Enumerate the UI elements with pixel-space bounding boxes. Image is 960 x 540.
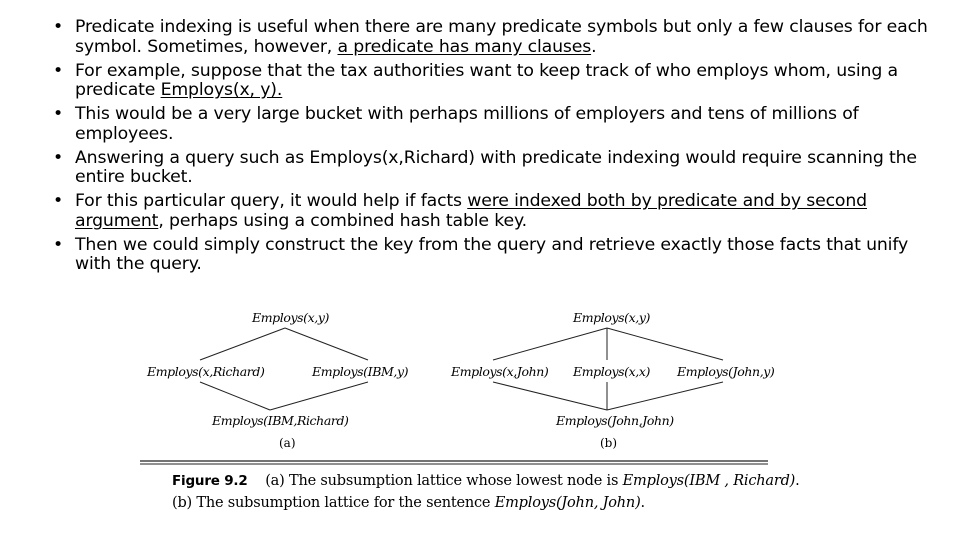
caption-line2-math: Employs(John, John) (494, 495, 641, 511)
underlined-text: were indexed both by predicate and by second argument (75, 191, 867, 231)
figure-label: Figure 9.2 (172, 473, 248, 489)
text-segment: For example, suppose that the tax authorities want to keep track of who employs whom, using a predicate (75, 60, 898, 100)
bullet-text (75, 104, 859, 144)
bullet-item (53, 149, 933, 188)
bullet-text (75, 17, 928, 57)
bullet-text (75, 61, 898, 101)
bullet-dot: • (53, 104, 64, 124)
bullet-item (53, 192, 933, 231)
edge-a-right-bottom (270, 382, 368, 410)
underlined-text: Employs(x, y). (160, 80, 283, 100)
bullet-item (53, 105, 933, 144)
figure-caption-line-2 (172, 495, 645, 511)
text-segment: , perhaps using a combined hash table key. (158, 210, 527, 231)
bullet-item (53, 236, 933, 275)
bullet-dot: • (53, 191, 64, 211)
bullet-text (75, 235, 908, 275)
underlined-text: a predicate has many clauses (337, 36, 592, 57)
caption-line1-math: Employs(IBM , Richard) (622, 473, 796, 489)
edge-b-top-right (607, 328, 723, 360)
bullet-dot: • (53, 60, 64, 81)
bullet-list (53, 18, 933, 279)
bullet-text (75, 191, 867, 231)
bullet-dot: • (53, 234, 64, 255)
edge-a-top-right (285, 328, 368, 360)
caption-line1-end: . (795, 473, 800, 489)
edge-b-top-left (493, 328, 607, 360)
bullet-item (53, 18, 933, 57)
lattice-a-right-node: Employs(IBM,y) (312, 364, 409, 379)
bullet-text (75, 148, 917, 188)
caption-line1-text: (a) The subsumption lattice whose lowest node is (265, 473, 619, 489)
edge-a-left-bottom (200, 382, 270, 410)
text-segment: Answering a query such as Employs(x,Richard) with predicate indexing would require scanning the entire bucket. (75, 147, 917, 187)
bullet-item (53, 62, 933, 101)
lattice-a-bottom-node: Employs(IBM,Richard) (212, 413, 349, 428)
edge-a-top-left (200, 328, 285, 360)
lattice-b-bottom-node: Employs(John,John) (556, 413, 674, 428)
edge-b-left-bottom (493, 382, 607, 410)
text-segment: For this particular query, it would help if facts (75, 191, 468, 211)
lattice-a-left-node: Employs(x,Richard) (147, 364, 265, 379)
edge-b-right-bottom (607, 382, 723, 410)
bullet-dot: • (53, 147, 64, 168)
lattice-a-top-node: Employs(x,y) (252, 310, 330, 325)
subsumption-lattice-figure (0, 300, 960, 540)
lattice-b-middle-node: Employs(x,x) (573, 364, 651, 379)
text-segment: Then we could simply construct the key from the query and retrieve exactly those facts that unify with the query. (75, 234, 909, 274)
lattice-b-label: (b) (600, 436, 618, 450)
text-segment: Predicate indexing is useful when there are many predicate symbols but only a few clauses for each symbol. Sometimes, however, (75, 17, 928, 57)
figure-caption-line-1 (172, 473, 800, 489)
caption-line2-end: . (640, 495, 645, 511)
lattice-b-top-node: Employs(x,y) (573, 310, 651, 325)
lattice-b-left-node: Employs(x,John) (451, 364, 549, 379)
lattice-a-label: (a) (279, 436, 296, 450)
text-segment: . (591, 36, 597, 57)
bullet-dot: • (53, 17, 64, 37)
text-segment: This would be a very large bucket with perhaps millions of employers and tens of millions of employees. (75, 104, 859, 144)
caption-line2-text: (b) The subsumption lattice for the sentence (172, 495, 491, 511)
lattice-b-right-node: Employs(John,y) (677, 364, 775, 379)
